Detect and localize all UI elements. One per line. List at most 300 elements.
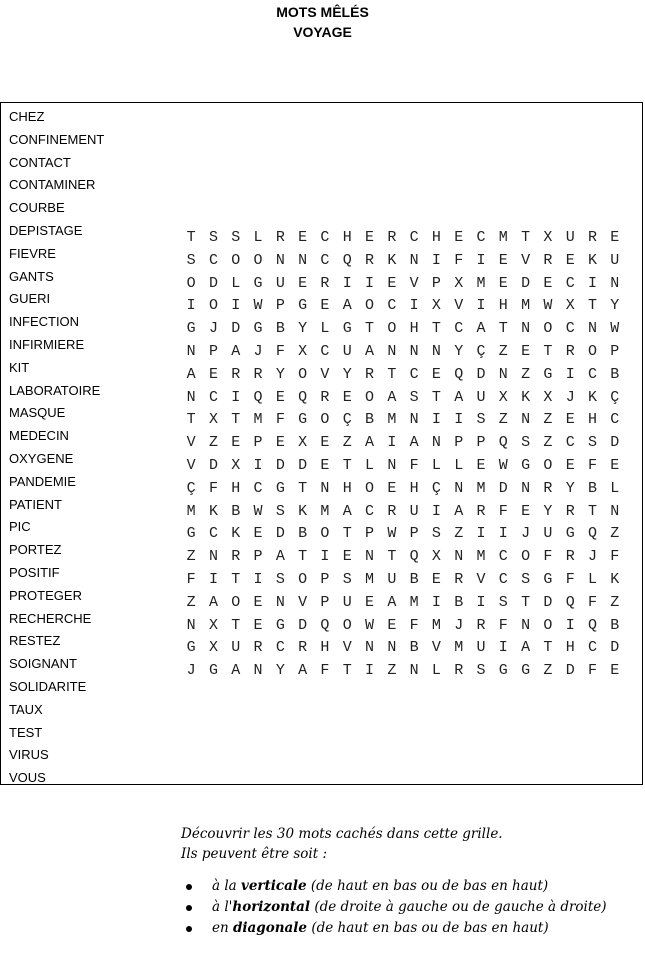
grid-cell[interactable]: N <box>454 548 464 566</box>
grid-cell[interactable]: I <box>253 456 263 474</box>
grid-cell[interactable]: R <box>298 639 308 657</box>
grid-cell[interactable]: G <box>253 320 263 338</box>
grid-cell[interactable]: O <box>253 251 263 269</box>
grid-cell[interactable]: Ç <box>476 342 486 360</box>
grid-cell[interactable]: O <box>543 616 553 634</box>
grid-cell[interactable]: E <box>610 456 620 474</box>
grid-cell[interactable]: E <box>275 388 285 406</box>
grid-cell[interactable]: N <box>521 616 531 634</box>
grid-cell[interactable]: W <box>253 297 263 315</box>
grid-cell[interactable]: V <box>320 365 330 383</box>
grid-cell[interactable]: N <box>521 411 531 429</box>
grid-cell[interactable]: N <box>409 662 419 680</box>
grid-cell[interactable]: R <box>454 570 464 588</box>
grid-cell[interactable]: M <box>409 593 419 611</box>
grid-cell[interactable]: U <box>543 525 553 543</box>
grid-cell[interactable]: J <box>186 662 196 680</box>
grid-cell[interactable]: X <box>298 342 308 360</box>
grid-cell[interactable]: R <box>476 616 486 634</box>
grid-cell[interactable]: A <box>387 593 397 611</box>
grid-cell[interactable]: V <box>186 456 196 474</box>
grid-cell[interactable]: I <box>476 593 486 611</box>
grid-cell[interactable]: C <box>320 342 330 360</box>
grid-cell[interactable]: A <box>342 297 352 315</box>
grid-cell[interactable]: F <box>587 456 597 474</box>
grid-cell[interactable]: R <box>253 365 263 383</box>
grid-cell[interactable]: F <box>587 593 597 611</box>
grid-cell[interactable]: S <box>409 388 419 406</box>
grid-cell[interactable]: C <box>565 320 575 338</box>
grid-cell[interactable]: A <box>387 388 397 406</box>
grid-cell[interactable]: I <box>253 570 263 588</box>
grid-cell[interactable]: Q <box>320 616 330 634</box>
grid-cell[interactable]: K <box>610 570 620 588</box>
grid-cell[interactable]: N <box>275 251 285 269</box>
grid-cell[interactable]: B <box>298 525 308 543</box>
grid-cell[interactable]: C <box>253 479 263 497</box>
grid-cell[interactable]: A <box>365 434 375 452</box>
grid-cell[interactable]: H <box>409 320 419 338</box>
grid-cell[interactable]: N <box>387 342 397 360</box>
grid-cell[interactable]: E <box>498 274 508 292</box>
grid-cell[interactable]: P <box>454 434 464 452</box>
grid-cell[interactable]: B <box>409 570 419 588</box>
grid-cell[interactable]: M <box>431 616 441 634</box>
grid-cell[interactable]: O <box>320 411 330 429</box>
grid-cell[interactable]: N <box>521 320 531 338</box>
grid-cell[interactable]: I <box>342 274 352 292</box>
grid-cell[interactable]: N <box>610 274 620 292</box>
grid-cell[interactable]: R <box>543 251 553 269</box>
grid-cell[interactable]: I <box>476 525 486 543</box>
grid-cell[interactable]: K <box>587 388 597 406</box>
grid-cell[interactable]: Q <box>587 525 597 543</box>
grid-cell[interactable]: A <box>275 548 285 566</box>
grid-cell[interactable]: T <box>186 411 196 429</box>
grid-cell[interactable]: S <box>587 434 597 452</box>
grid-cell[interactable]: P <box>610 342 620 360</box>
grid-cell[interactable]: E <box>521 502 531 520</box>
grid-cell[interactable]: I <box>365 274 375 292</box>
grid-cell[interactable]: D <box>565 662 575 680</box>
grid-cell[interactable]: Z <box>610 593 620 611</box>
grid-cell[interactable]: F <box>610 548 620 566</box>
grid-cell[interactable]: E <box>298 274 308 292</box>
grid-cell[interactable]: U <box>409 502 419 520</box>
grid-cell[interactable]: D <box>498 479 508 497</box>
grid-cell[interactable]: O <box>298 570 308 588</box>
grid-cell[interactable]: C <box>454 320 464 338</box>
grid-cell[interactable]: D <box>521 274 531 292</box>
grid-cell[interactable]: S <box>275 502 285 520</box>
grid-cell[interactable]: A <box>365 342 375 360</box>
grid-cell[interactable]: A <box>231 342 241 360</box>
grid-cell[interactable]: O <box>320 525 330 543</box>
grid-cell[interactable]: N <box>431 342 441 360</box>
grid-cell[interactable]: J <box>454 616 464 634</box>
grid-cell[interactable]: A <box>208 593 218 611</box>
grid-cell[interactable]: S <box>208 229 218 246</box>
grid-cell[interactable]: D <box>275 456 285 474</box>
grid-cell[interactable]: I <box>431 251 441 269</box>
grid-cell[interactable]: L <box>610 479 620 497</box>
grid-cell[interactable]: U <box>342 593 352 611</box>
grid-cell[interactable]: K <box>208 502 218 520</box>
grid-cell[interactable]: U <box>231 639 241 657</box>
grid-cell[interactable]: F <box>208 479 218 497</box>
grid-cell[interactable]: D <box>231 320 241 338</box>
grid-cell[interactable]: C <box>587 639 597 657</box>
grid-cell[interactable]: T <box>298 479 308 497</box>
grid-cell[interactable]: R <box>365 251 375 269</box>
grid-cell[interactable]: P <box>476 434 486 452</box>
grid-cell[interactable]: G <box>186 525 196 543</box>
grid-cell[interactable]: X <box>454 274 464 292</box>
grid-cell[interactable]: N <box>498 365 508 383</box>
grid-cell[interactable]: E <box>298 229 308 246</box>
grid-cell[interactable]: I <box>231 388 241 406</box>
grid-cell[interactable]: H <box>320 639 330 657</box>
grid-cell[interactable]: M <box>521 297 531 315</box>
grid-cell[interactable]: I <box>431 593 441 611</box>
grid-cell[interactable]: T <box>365 320 375 338</box>
grid-cell[interactable]: K <box>587 251 597 269</box>
grid-cell[interactable]: E <box>476 456 486 474</box>
grid-cell[interactable]: C <box>409 229 419 246</box>
grid-cell[interactable]: E <box>365 593 375 611</box>
grid-cell[interactable]: P <box>320 570 330 588</box>
grid-cell[interactable]: E <box>431 570 441 588</box>
grid-cell[interactable]: S <box>476 662 486 680</box>
grid-cell[interactable]: N <box>387 639 397 657</box>
grid-cell[interactable]: U <box>275 274 285 292</box>
grid-cell[interactable]: O <box>365 297 375 315</box>
grid-cell[interactable]: G <box>521 456 531 474</box>
grid-cell[interactable]: V <box>342 639 352 657</box>
grid-cell[interactable]: M <box>454 639 464 657</box>
grid-cell[interactable]: T <box>387 548 397 566</box>
grid-cell[interactable]: Y <box>275 662 285 680</box>
grid-cell[interactable]: G <box>298 411 308 429</box>
grid-cell[interactable]: Z <box>498 411 508 429</box>
grid-cell[interactable]: B <box>610 365 620 383</box>
grid-cell[interactable]: M <box>476 548 486 566</box>
grid-cell[interactable]: J <box>565 388 575 406</box>
grid-cell[interactable]: L <box>454 456 464 474</box>
grid-cell[interactable]: Q <box>409 548 419 566</box>
grid-cell[interactable]: E <box>565 251 575 269</box>
grid-cell[interactable]: R <box>565 548 575 566</box>
grid-cell[interactable]: O <box>543 320 553 338</box>
grid-cell[interactable]: E <box>387 616 397 634</box>
grid-cell[interactable]: H <box>342 479 352 497</box>
grid-cell[interactable]: T <box>543 342 553 360</box>
grid-cell[interactable]: I <box>476 297 486 315</box>
grid-cell[interactable]: Ç <box>431 479 441 497</box>
grid-cell[interactable]: R <box>320 274 330 292</box>
grid-cell[interactable]: I <box>409 297 419 315</box>
grid-cell[interactable]: X <box>431 548 441 566</box>
grid-cell[interactable]: D <box>275 525 285 543</box>
grid-cell[interactable]: T <box>342 525 352 543</box>
grid-cell[interactable]: U <box>476 388 486 406</box>
grid-cell[interactable]: I <box>565 365 575 383</box>
grid-cell[interactable]: R <box>231 365 241 383</box>
grid-cell[interactable]: Q <box>565 593 575 611</box>
grid-cell[interactable]: S <box>342 570 352 588</box>
grid-cell[interactable]: T <box>186 229 196 246</box>
grid-cell[interactable]: Q <box>342 251 352 269</box>
grid-cell[interactable]: T <box>543 639 553 657</box>
grid-cell[interactable]: C <box>565 274 575 292</box>
grid-cell[interactable]: E <box>387 274 397 292</box>
grid-cell[interactable]: I <box>498 639 508 657</box>
grid-cell[interactable]: J <box>208 320 218 338</box>
grid-cell[interactable]: R <box>231 548 241 566</box>
grid-cell[interactable]: B <box>454 593 464 611</box>
grid-cell[interactable]: T <box>342 456 352 474</box>
grid-cell[interactable]: N <box>186 388 196 406</box>
grid-cell[interactable]: Q <box>587 616 597 634</box>
grid-cell[interactable]: O <box>543 456 553 474</box>
grid-cell[interactable]: I <box>454 411 464 429</box>
grid-cell[interactable]: O <box>231 593 241 611</box>
grid-cell[interactable]: X <box>498 388 508 406</box>
grid-cell[interactable]: H <box>587 411 597 429</box>
grid-cell[interactable]: Q <box>253 388 263 406</box>
grid-cell[interactable]: E <box>543 274 553 292</box>
grid-cell[interactable]: E <box>253 616 263 634</box>
grid-cell[interactable]: S <box>186 251 196 269</box>
grid-cell[interactable]: Ç <box>342 411 352 429</box>
grid-cell[interactable]: S <box>476 411 486 429</box>
grid-cell[interactable]: Y <box>565 479 575 497</box>
grid-cell[interactable]: B <box>365 411 375 429</box>
grid-cell[interactable]: K <box>298 502 308 520</box>
grid-cell[interactable]: N <box>186 616 196 634</box>
grid-cell[interactable]: S <box>521 570 531 588</box>
grid-cell[interactable]: K <box>387 251 397 269</box>
grid-cell[interactable]: E <box>431 365 441 383</box>
grid-cell[interactable]: N <box>298 251 308 269</box>
grid-cell[interactable]: O <box>342 616 352 634</box>
grid-cell[interactable]: F <box>186 570 196 588</box>
grid-cell[interactable]: E <box>320 456 330 474</box>
grid-cell[interactable]: B <box>587 479 597 497</box>
grid-cell[interactable]: T <box>521 593 531 611</box>
grid-cell[interactable]: T <box>231 616 241 634</box>
grid-cell[interactable]: B <box>231 502 241 520</box>
grid-cell[interactable]: W <box>498 456 508 474</box>
grid-cell[interactable]: N <box>610 502 620 520</box>
grid-cell[interactable]: X <box>565 297 575 315</box>
grid-cell[interactable]: T <box>521 229 531 246</box>
grid-cell[interactable]: E <box>208 365 218 383</box>
grid-cell[interactable]: I <box>431 411 441 429</box>
grid-cell[interactable]: Y <box>275 365 285 383</box>
grid-cell[interactable]: A <box>476 320 486 338</box>
grid-cell[interactable]: M <box>476 274 486 292</box>
grid-cell[interactable]: U <box>565 229 575 246</box>
grid-cell[interactable]: R <box>275 229 285 246</box>
grid-cell[interactable]: G <box>543 365 553 383</box>
grid-cell[interactable]: F <box>454 251 464 269</box>
grid-cell[interactable]: Z <box>543 434 553 452</box>
grid-cell[interactable]: Z <box>387 662 397 680</box>
grid-cell[interactable]: P <box>409 525 419 543</box>
grid-cell[interactable]: D <box>298 456 308 474</box>
grid-cell[interactable]: T <box>298 548 308 566</box>
grid-cell[interactable]: P <box>365 525 375 543</box>
grid-cell[interactable]: F <box>498 616 508 634</box>
grid-cell[interactable]: O <box>365 388 375 406</box>
grid-cell[interactable]: P <box>253 548 263 566</box>
grid-cell[interactable]: Ç <box>610 388 620 406</box>
grid-cell[interactable]: L <box>320 320 330 338</box>
grid-cell[interactable]: O <box>521 548 531 566</box>
grid-cell[interactable]: M <box>476 479 486 497</box>
grid-cell[interactable]: V <box>476 570 486 588</box>
grid-cell[interactable]: R <box>476 502 486 520</box>
grid-cell[interactable]: Z <box>521 365 531 383</box>
grid-cell[interactable]: C <box>498 548 508 566</box>
grid-cell[interactable]: E <box>320 297 330 315</box>
grid-cell[interactable]: O <box>298 365 308 383</box>
grid-cell[interactable]: X <box>231 456 241 474</box>
grid-cell[interactable]: I <box>587 274 597 292</box>
grid-cell[interactable]: M <box>498 229 508 246</box>
grid-cell[interactable]: N <box>587 320 597 338</box>
grid-cell[interactable]: V <box>454 297 464 315</box>
grid-cell[interactable]: V <box>431 639 441 657</box>
grid-cell[interactable]: W <box>387 525 397 543</box>
grid-cell[interactable]: R <box>543 479 553 497</box>
grid-cell[interactable]: F <box>320 662 330 680</box>
grid-cell[interactable]: L <box>587 570 597 588</box>
grid-cell[interactable]: G <box>275 479 285 497</box>
grid-cell[interactable]: C <box>498 570 508 588</box>
grid-cell[interactable]: J <box>587 548 597 566</box>
grid-cell[interactable]: Z <box>543 662 553 680</box>
grid-cell[interactable]: N <box>365 639 375 657</box>
grid-cell[interactable]: L <box>431 662 441 680</box>
grid-cell[interactable]: I <box>565 616 575 634</box>
grid-cell[interactable]: I <box>231 297 241 315</box>
grid-cell[interactable]: C <box>610 411 620 429</box>
grid-cell[interactable]: E <box>565 411 575 429</box>
grid-cell[interactable]: D <box>208 274 218 292</box>
grid-cell[interactable]: F <box>498 502 508 520</box>
grid-cell[interactable]: F <box>275 342 285 360</box>
grid-cell[interactable]: G <box>186 320 196 338</box>
grid-cell[interactable]: P <box>275 297 285 315</box>
grid-cell[interactable]: S <box>275 570 285 588</box>
grid-cell[interactable]: Q <box>498 434 508 452</box>
grid-cell[interactable]: S <box>498 593 508 611</box>
grid-cell[interactable]: W <box>610 320 620 338</box>
grid-cell[interactable]: T <box>431 320 441 338</box>
grid-cell[interactable]: R <box>454 662 464 680</box>
grid-cell[interactable]: N <box>208 548 218 566</box>
grid-cell[interactable]: O <box>186 274 196 292</box>
grid-cell[interactable]: C <box>208 388 218 406</box>
grid-cell[interactable]: C <box>320 229 330 246</box>
grid-cell[interactable]: D <box>298 616 308 634</box>
grid-cell[interactable]: E <box>387 479 397 497</box>
grid-cell[interactable]: Y <box>298 320 308 338</box>
grid-cell[interactable]: Z <box>498 342 508 360</box>
grid-cell[interactable]: K <box>521 388 531 406</box>
grid-cell[interactable]: M <box>320 502 330 520</box>
grid-cell[interactable]: E <box>521 342 531 360</box>
grid-cell[interactable]: C <box>587 365 597 383</box>
grid-cell[interactable]: U <box>387 570 397 588</box>
grid-cell[interactable]: R <box>587 229 597 246</box>
grid-cell[interactable]: N <box>431 434 441 452</box>
grid-cell[interactable]: R <box>365 365 375 383</box>
grid-cell[interactable]: B <box>409 639 419 657</box>
grid-cell[interactable]: E <box>342 548 352 566</box>
grid-cell[interactable]: E <box>454 229 464 246</box>
grid-cell[interactable]: E <box>365 229 375 246</box>
grid-cell[interactable]: N <box>409 342 419 360</box>
grid-cell[interactable]: F <box>587 662 597 680</box>
grid-cell[interactable]: R <box>387 502 397 520</box>
grid-cell[interactable]: C <box>365 502 375 520</box>
grid-cell[interactable]: I <box>387 434 397 452</box>
grid-cell[interactable]: M <box>253 411 263 429</box>
grid-cell[interactable]: W <box>365 616 375 634</box>
grid-cell[interactable]: E <box>342 388 352 406</box>
grid-cell[interactable]: N <box>275 593 285 611</box>
grid-cell[interactable]: U <box>476 639 486 657</box>
grid-cell[interactable]: O <box>365 479 375 497</box>
grid-cell[interactable]: X <box>208 616 218 634</box>
grid-cell[interactable]: Z <box>342 434 352 452</box>
grid-cell[interactable]: Z <box>454 525 464 543</box>
grid-cell[interactable]: Y <box>454 342 464 360</box>
grid-cell[interactable]: O <box>231 251 241 269</box>
grid-cell[interactable]: C <box>409 365 419 383</box>
grid-cell[interactable]: X <box>208 639 218 657</box>
grid-cell[interactable]: R <box>565 342 575 360</box>
grid-cell[interactable]: L <box>231 274 241 292</box>
grid-cell[interactable]: C <box>476 229 486 246</box>
grid-cell[interactable]: M <box>186 502 196 520</box>
grid-cell[interactable]: T <box>498 320 508 338</box>
grid-cell[interactable]: N <box>409 251 419 269</box>
grid-cell[interactable]: H <box>565 639 575 657</box>
grid-cell[interactable]: J <box>521 525 531 543</box>
grid-cell[interactable]: Z <box>186 593 196 611</box>
grid-cell[interactable]: V <box>298 593 308 611</box>
grid-cell[interactable]: K <box>231 525 241 543</box>
grid-cell[interactable]: A <box>342 502 352 520</box>
grid-cell[interactable]: W <box>543 297 553 315</box>
grid-cell[interactable]: E <box>498 251 508 269</box>
grid-cell[interactable]: Y <box>342 365 352 383</box>
grid-cell[interactable]: D <box>610 434 620 452</box>
grid-cell[interactable]: A <box>454 388 464 406</box>
grid-cell[interactable]: L <box>431 456 441 474</box>
grid-cell[interactable]: E <box>231 434 241 452</box>
grid-cell[interactable]: V <box>521 251 531 269</box>
grid-cell[interactable]: J <box>253 342 263 360</box>
grid-cell[interactable]: E <box>253 593 263 611</box>
grid-cell[interactable]: S <box>521 434 531 452</box>
grid-cell[interactable]: T <box>587 502 597 520</box>
grid-cell[interactable]: G <box>275 616 285 634</box>
